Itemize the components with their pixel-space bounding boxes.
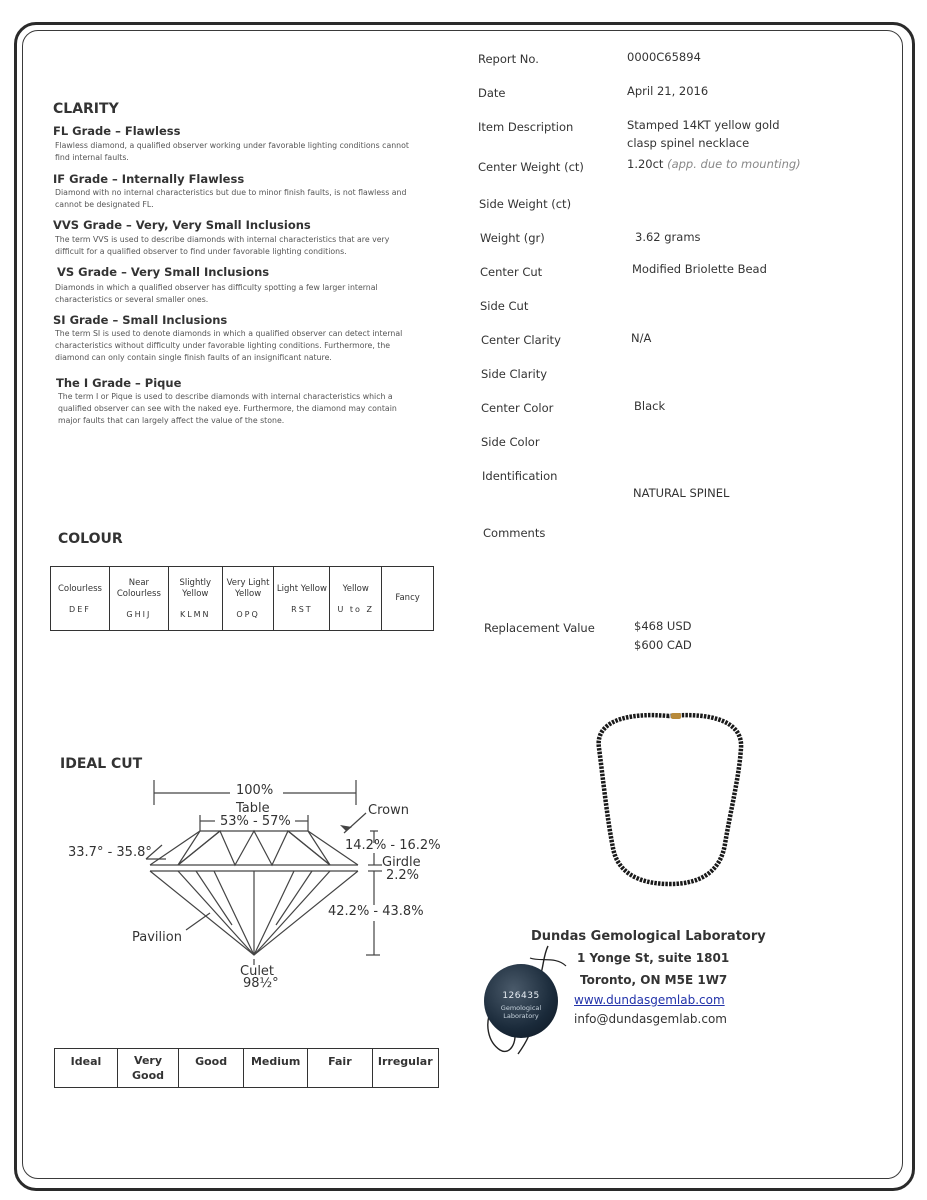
clarity-grade-desc: Diamond with no internal characteristics but due to minor finish faults, is not flawless and cannot be designated FL.	[55, 188, 407, 209]
report-label: Side Cut	[480, 299, 529, 313]
colour-cell: Very Light Yellow OPQ	[222, 567, 274, 631]
colour-cell: Yellow U to Z	[330, 567, 382, 631]
lab-email: info@dundasgemlab.com	[574, 1012, 727, 1026]
clarity-grade-title: SI Grade – Small Inclusions	[53, 313, 228, 327]
report-label: Side Color	[481, 435, 540, 449]
report-label: Date	[478, 86, 506, 100]
clarity-heading: CLARITY	[53, 101, 119, 117]
colour-cell: Near Colourless GHIJ	[109, 567, 168, 631]
culet-label: Culet	[240, 964, 275, 979]
report-value: Stamped 14KT yellow gold	[627, 118, 780, 132]
clarity-grade-desc: Flawless diamond, a qualified observer working under favorable lighting conditions cannot find internal faults.	[55, 141, 409, 162]
clarity-grade-title: FL Grade – Flawless	[53, 124, 181, 138]
pavilion-label: Pavilion	[132, 930, 182, 945]
width-pct-label: 100%	[236, 783, 274, 798]
report-value: $468 USD	[634, 619, 692, 633]
crown-angle-label: 33.7° - 35.8°	[68, 845, 152, 860]
cut-grade-cell: Fair	[308, 1049, 372, 1088]
report-value: clasp spinel necklace	[627, 136, 750, 150]
table-label: Table	[236, 801, 270, 816]
report-label: Identification	[482, 469, 558, 483]
report-label: Weight (gr)	[480, 231, 545, 245]
report-value: Modified Briolette Bead	[632, 262, 767, 276]
cut-grade-table	[54, 1048, 439, 1088]
lab-address-line2: Toronto, ON M5E 1W7	[580, 973, 728, 987]
cut-grade-cell: Irregular	[372, 1049, 438, 1088]
lab-website-link[interactable]: www.dundasgemlab.com	[574, 993, 725, 1007]
girdle-label: Girdle	[382, 855, 421, 870]
clarity-grade-desc: The term VVS is used to describe diamonds with internal characteristics that are very difficult for a qualified observer to find under favorable lighting conditions.	[55, 235, 390, 256]
report-value: $600 CAD	[634, 638, 692, 652]
report-label: Side Weight (ct)	[479, 197, 572, 211]
report-value: NATURAL SPINEL	[633, 486, 730, 500]
report-label: Center Clarity	[481, 333, 561, 347]
crown-label: Crown	[368, 803, 409, 818]
lab-address-line1: 1 Yonge St, suite 1801	[577, 951, 730, 965]
report-value	[627, 157, 801, 171]
clarity-grade-desc: The term I or Pique is used to describe diamonds with internal characteristics which a qualified observer can see with the naked eye. Furthermore, the diamond may contain major faults that can largely affect the value of the stone.	[58, 392, 397, 425]
report-label: Item Description	[478, 120, 574, 134]
report-label: Report No.	[478, 52, 539, 66]
hologram-seal	[484, 964, 558, 1038]
pavilion-pct-label: 42.2% - 43.8%	[328, 904, 424, 919]
report-label: Replacement Value	[484, 621, 595, 635]
crown-pct-label: 14.2% - 16.2%	[345, 838, 441, 853]
lab-name: Dundas Gemological Laboratory	[531, 929, 766, 944]
colour-scale-table	[50, 566, 434, 631]
report-value: N/A	[631, 331, 652, 345]
clarity-grade-desc: The term SI is used to denote diamonds in which a qualified observer can detect internal characteristics without difficulty under favorable lighting conditions. Furthermore, the diamond can only contain single finish faults of an insignificant nature.	[55, 329, 403, 362]
report-value: Black	[634, 399, 666, 413]
report-label: Center Color	[481, 401, 554, 415]
culet-angle-label: 98½°	[243, 976, 279, 991]
cut-grade-cell: Medium	[244, 1049, 308, 1088]
report-value-note: (app. due to mounting)	[667, 157, 801, 171]
report-value: 0000C65894	[627, 50, 701, 64]
seal-number: 126435	[502, 991, 540, 1001]
report-value: April 21, 2016	[627, 84, 709, 98]
necklace-photo	[585, 708, 755, 898]
report-label: Center Cut	[480, 265, 543, 279]
table-pct-label: 53% - 57%	[220, 814, 291, 829]
colour-heading: COLOUR	[58, 531, 123, 547]
seal-text: Gemological Laboratory	[500, 1004, 542, 1020]
colour-cell: Fancy	[382, 567, 434, 631]
clarity-grade-title: The I Grade – Pique	[56, 376, 182, 390]
cut-grade-cell: Ideal	[55, 1049, 118, 1088]
cut-grade-cell: Good	[179, 1049, 244, 1088]
girdle-pct-label: 2.2%	[386, 868, 420, 883]
report-label: Comments	[483, 526, 546, 540]
ideal-cut-heading: IDEAL CUT	[60, 756, 143, 772]
report-label: Center Weight (ct)	[478, 160, 584, 174]
clarity-grade-title: VVS Grade – Very, Very Small Inclusions	[53, 218, 311, 232]
report-label: Side Clarity	[481, 367, 548, 381]
clarity-grade-title: VS Grade – Very Small Inclusions	[57, 265, 270, 279]
colour-cell: Colourless DEF	[51, 567, 110, 631]
clarity-grade-desc: Diamonds in which a qualified observer has difficulty spotting a few larger internal characteristics or several smaller ones.	[55, 283, 378, 304]
cut-grade-cell: Very Good	[117, 1049, 178, 1088]
colour-cell: Light Yellow RST	[274, 567, 330, 631]
colour-cell: Slightly Yellow KLMN	[168, 567, 222, 631]
report-value: 3.62 grams	[635, 230, 701, 244]
clarity-grade-title: IF Grade – Internally Flawless	[53, 172, 245, 186]
report-value: 1.20ct	[627, 157, 664, 171]
